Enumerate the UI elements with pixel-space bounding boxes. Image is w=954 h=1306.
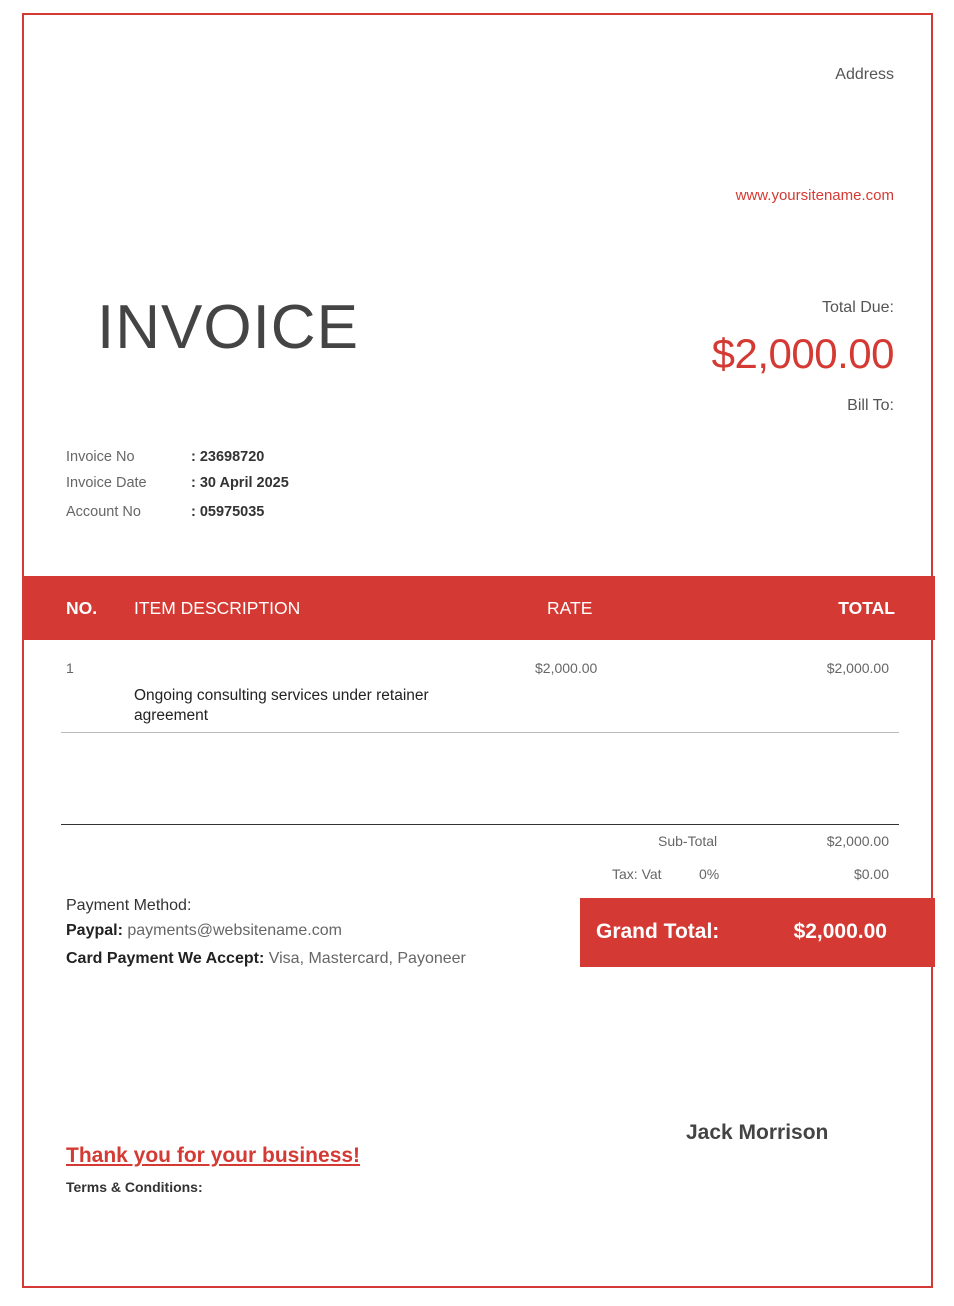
company-address: Address [835, 66, 894, 83]
header-description: ITEM DESCRIPTION [134, 598, 301, 618]
row-total: $2,000.00 [826, 660, 889, 676]
paypal-line [66, 922, 342, 940]
row-divider [61, 732, 899, 733]
row-description: Ongoing consulting services under retainer agreement [134, 687, 429, 724]
subtotal-value: $2,000.00 [826, 833, 889, 849]
table-end-divider [61, 824, 899, 825]
grand-total-label: Grand Total: [596, 920, 720, 943]
paypal-email[interactable]: payments@websitename.com [127, 922, 342, 939]
terms-label: Terms & Conditions: [66, 1179, 203, 1195]
bill-to-label: Bill To: [847, 397, 894, 414]
company-website-link[interactable]: www.yoursitename.com [735, 187, 894, 204]
total-due-label: Total Due: [821, 299, 894, 316]
invoice-no-label: Invoice No [66, 449, 135, 465]
row-no: 1 [66, 660, 74, 676]
grand-total-value: $2,000.00 [793, 920, 887, 943]
invoice-no-value: : 23698720 [191, 449, 265, 465]
header-no: NO. [66, 598, 98, 618]
subtotal-label: Sub-Total [658, 833, 718, 849]
paypal-label: Paypal: [66, 922, 123, 939]
invoice-title: INVOICE [97, 293, 359, 362]
signature-name: Jack Morrison [686, 1121, 829, 1144]
account-no-label: Account No [66, 504, 141, 520]
account-no-value: : 05975035 [191, 504, 265, 520]
invoice-date-label: Invoice Date [66, 475, 147, 491]
tax-rate: 0% [699, 866, 720, 882]
thank-you-message: Thank you for your business! [66, 1144, 361, 1167]
grand-total-box [580, 898, 935, 967]
invoice-border [22, 13, 933, 1288]
invoice-date-value: : 30 April 2025 [191, 475, 289, 491]
items-table-header [24, 576, 935, 640]
total-due-amount: $2,000.00 [711, 330, 894, 377]
tax-value: $0.00 [853, 866, 889, 882]
payment-method-label: Payment Method: [66, 897, 192, 914]
tax-label: Tax: Vat [612, 866, 662, 882]
card-payment-label: Card Payment We Accept: [66, 950, 265, 967]
card-payment-line [66, 950, 466, 968]
header-rate: RATE [547, 598, 593, 618]
card-payment-value: Visa, Mastercard, Payoneer [268, 950, 466, 967]
header-total: TOTAL [838, 598, 895, 618]
row-rate: $2,000.00 [535, 660, 598, 676]
